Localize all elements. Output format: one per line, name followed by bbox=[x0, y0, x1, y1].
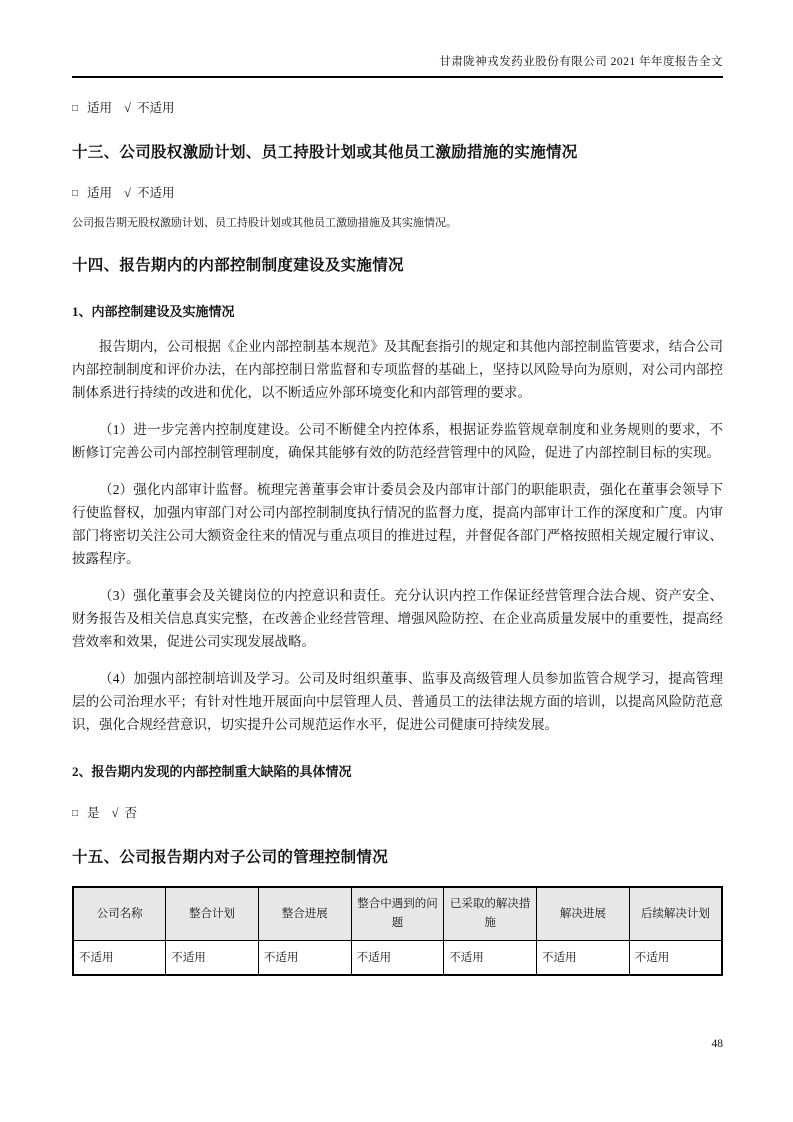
table-cell: 不适用 bbox=[537, 941, 630, 976]
yes-no-line bbox=[72, 805, 723, 823]
table-header-cell: 已采取的解决措施 bbox=[444, 887, 537, 941]
section-14-title: 十四、报告期内的内部控制制度建设及实施情况 bbox=[72, 257, 404, 274]
checkmark-icon: √ bbox=[124, 101, 131, 115]
table-header-cell: 公司名称 bbox=[73, 887, 166, 941]
table-header-cell: 整合计划 bbox=[166, 887, 259, 941]
table-header-cell: 解决进展 bbox=[537, 887, 630, 941]
section-13-note: 公司报告期无股权激励计划、员工持股计划或其他员工激励措施及其实施情况。 bbox=[72, 217, 457, 229]
table-header-cell: 后续解决计划 bbox=[629, 887, 722, 941]
section-14-sub1-title: 1、内部控制建设及实施情况 bbox=[72, 304, 235, 319]
table-cell: 不适用 bbox=[351, 941, 444, 976]
applicability-line-top bbox=[72, 100, 723, 118]
report-header bbox=[72, 55, 723, 78]
checkmark-icon: √ bbox=[124, 186, 131, 200]
table-cell: 不适用 bbox=[166, 941, 259, 976]
yes-label: 是 bbox=[87, 806, 100, 820]
checkbox-unchecked-icon: □ bbox=[72, 103, 79, 114]
no-label: 否 bbox=[124, 806, 137, 820]
not-applicable-label: 不适用 bbox=[136, 101, 175, 115]
table-row bbox=[73, 941, 722, 976]
table-cell: 不适用 bbox=[629, 941, 722, 976]
table-header-cell: 整合进展 bbox=[258, 887, 351, 941]
table-cell: 不适用 bbox=[73, 941, 166, 976]
applicable-label: 适用 bbox=[87, 101, 113, 115]
table-header-row bbox=[73, 887, 722, 941]
checkbox-unchecked-icon: □ bbox=[72, 188, 79, 199]
page-number: 48 bbox=[711, 1038, 723, 1050]
table-cell: 不适用 bbox=[258, 941, 351, 976]
section-15-title: 十五、公司报告期内对子公司的管理控制情况 bbox=[72, 849, 389, 866]
paragraph: （3）强化董事会及关键岗位的内控意识和责任。充分认识内控工作保证经营管理合法合规、资产安全、财务报告及相关信息真实完整，在改善企业经营管理、增强风险防控、在企业高质量发展中的重要性，提高经营效率和效果，促进公司实现发展战略。 bbox=[72, 588, 723, 649]
section-14-sub2-title: 2、报告期内发现的内部控制重大缺陷的具体情况 bbox=[72, 764, 352, 779]
paragraph: 报告期内，公司根据《企业内部控制基本规范》及其配套指引的规定和其他内部控制监管要求，结合公司内部控制制度和评价办法，在内部控制日常监督和专项监督的基础上，坚持以风险导向为原则，对公司内部控制体系进行持续的改进和优化，以不断适应外部环境变化和内部管理的要求。 bbox=[72, 339, 723, 400]
checkmark-icon: √ bbox=[111, 806, 119, 820]
paragraph: （4）加强内部控制培训及学习。公司及时组织董事、监事及高级管理人员参加监管合规学习，提高管理层的公司治理水平；有针对性地开展面向中层管理人员、普通员工的法律法规方面的培训，以提高风险防范意识，强化合规经营意识，切实提升公司规范运作水平，促进公司健康可持续发展。 bbox=[72, 671, 723, 732]
paragraph: （2）强化内部审计监督。梳理完善董事会审计委员会及内部审计部门的职能职责，强化在董事会领导下行使监督权，加强内审部门对公司内部控制制度执行情况的监督力度，提高内部审计工作的深度和广度。内审部门将密切关注公司大额资金往来的情况与重点项目的推进过程，并督促各部门严格按照相关规定履行审议、披露程序。 bbox=[72, 482, 723, 566]
section-13-title: 十三、公司股权激励计划、员工持股计划或其他员工激励措施的实施情况 bbox=[72, 144, 578, 161]
not-applicable-label: 不适用 bbox=[136, 186, 175, 200]
subsidiary-control-table bbox=[72, 886, 723, 976]
paragraph: （1）进一步完善内控制度建设。公司不断健全内控体系，根据证券监管规章制度和业务规则的要求，不断修订完善公司内部控制管理制度，确保其能够有效的防范经营管理中的风险，促进了内部控制目标的实现。 bbox=[72, 422, 723, 460]
report-header-title: 甘肃陇神戎发药业股份有限公司 2021 年年度报告全文 bbox=[439, 56, 723, 68]
checkbox-unchecked-icon: □ bbox=[72, 808, 79, 819]
table-cell: 不适用 bbox=[444, 941, 537, 976]
table-header-cell: 整合中遇到的问题 bbox=[351, 887, 444, 941]
applicability-line-section13 bbox=[72, 185, 723, 203]
applicable-label: 适用 bbox=[87, 186, 113, 200]
